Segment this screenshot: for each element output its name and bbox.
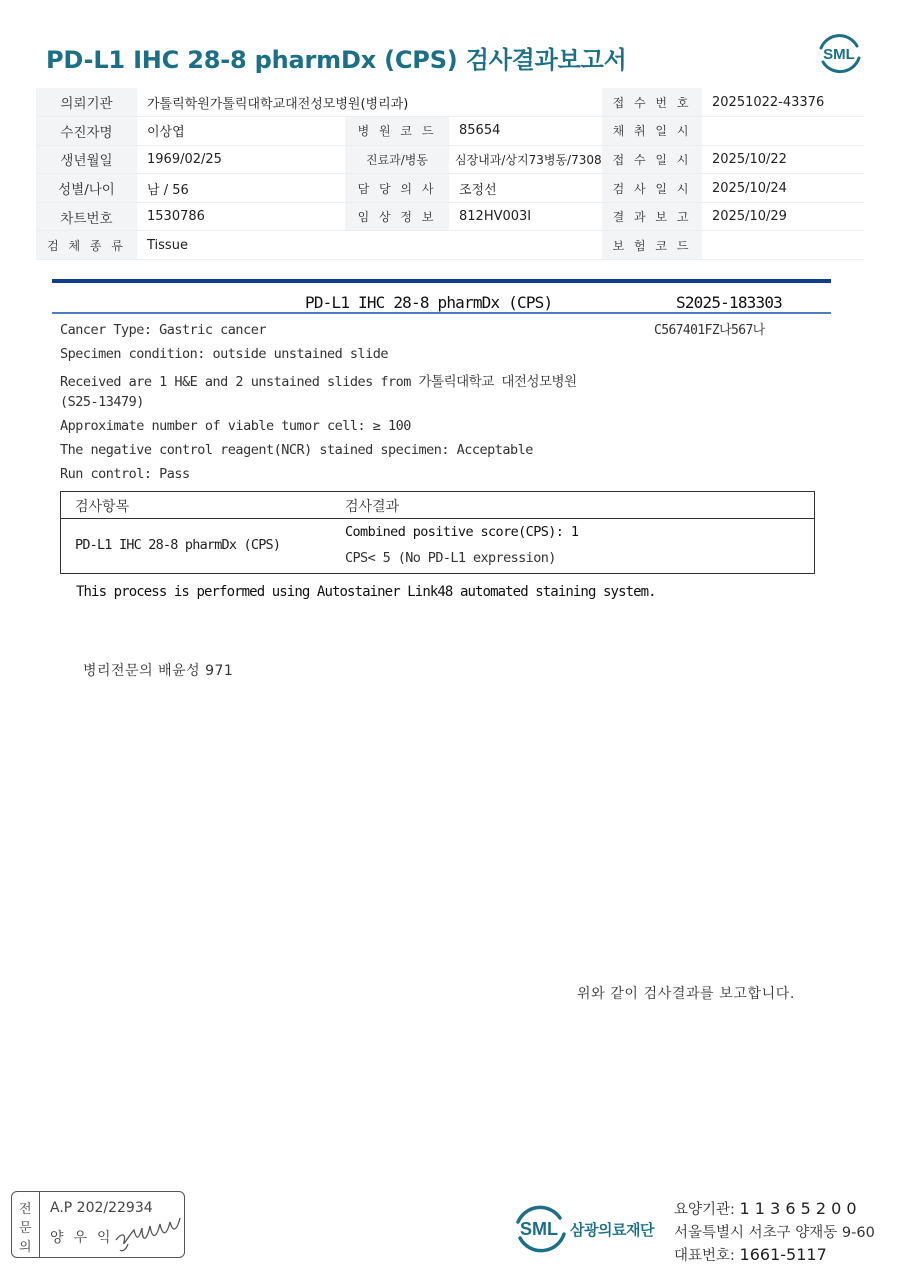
institution-code-line <box>674 1198 857 1219</box>
stamp-name: 양우익 <box>50 1230 121 1246</box>
info-label: 채 취 일 시 <box>602 117 702 146</box>
info-label: 생년월일 <box>36 145 137 174</box>
info-label: 결 과 보 고 <box>602 202 702 231</box>
report-line: (S25-13479) <box>60 394 144 410</box>
info-value: 1969/02/25 <box>137 145 345 174</box>
result-table-header <box>61 492 814 519</box>
info-row <box>36 145 864 174</box>
institution-label: 요양기관: <box>674 1202 735 1218</box>
info-value: 85654 <box>449 117 602 146</box>
info-value: 2025/10/22 <box>702 145 864 174</box>
info-label: 병 원 코 드 <box>345 117 449 146</box>
info-value: 1530786 <box>137 202 345 231</box>
result-table-row <box>61 519 814 573</box>
info-value: 이상엽 <box>137 117 345 146</box>
info-value: 20251022-43376 <box>702 88 864 117</box>
svg-text:SML: SML <box>520 1219 558 1239</box>
info-value: 가톨릭학원가톨릭대학교대전성모병원(병리과) <box>137 88 602 117</box>
info-label: 성별/나이 <box>36 174 137 203</box>
pathologist: 병리전문의 배윤성 971 <box>83 663 234 679</box>
address: 서울특별시 서초구 양재동 9-60 <box>674 1225 875 1241</box>
doctor-stamp <box>11 1191 185 1258</box>
info-label: 임 상 정 보 <box>345 202 449 231</box>
info-row <box>36 117 864 146</box>
info-value: 심장내과/상지73병동/7308 <box>449 145 602 174</box>
stamp-side-char: 전 <box>19 1202 32 1217</box>
info-row <box>36 88 864 117</box>
info-row <box>36 174 864 203</box>
result-score: Combined positive score(CPS): 1 <box>345 524 579 540</box>
stamp-side-char: 문 <box>19 1221 32 1236</box>
info-label: 보 험 코 드 <box>602 231 702 260</box>
info-label: 담 당 의 사 <box>345 174 449 203</box>
info-label: 검 사 일 시 <box>602 174 702 203</box>
info-label: 검 체 종 류 <box>36 231 137 260</box>
report-line: Cancer Type: Gastric cancer <box>60 322 266 338</box>
stamp-ap-number: A.P 202/22934 <box>50 1200 153 1216</box>
sml-logo-icon <box>815 30 863 76</box>
test-item: PD-L1 IHC 28-8 pharmDx (CPS) <box>75 537 281 553</box>
result-interpretation: CPS< 5 (No PD-L1 expression) <box>345 550 556 566</box>
report-subcode: C567401FZ나567나 <box>654 323 765 338</box>
patient-info-table <box>36 88 864 260</box>
info-label: 차트번호 <box>36 202 137 231</box>
info-value <box>702 117 864 146</box>
header-result: 검사결과 <box>345 499 400 515</box>
info-value: 남 / 56 <box>137 174 345 203</box>
info-value: 2025/10/29 <box>702 202 864 231</box>
stamp-side-char: 의 <box>19 1240 32 1255</box>
info-value: 2025/10/24 <box>702 174 864 203</box>
closing-statement: 위와 같이 검사결과를 보고합니다. <box>577 986 795 1002</box>
info-label: 수진자명 <box>36 117 137 146</box>
report-line: The negative control reagent(NCR) stained specimen: Acceptable <box>60 442 533 458</box>
info-value: 조정선 <box>449 174 602 203</box>
phone-label: 대표번호: <box>674 1248 735 1264</box>
report-line: Received are 1 H&E and 2 unstained slides from 가톨릭대학교 대전성모병원 <box>60 374 577 390</box>
foundation-name: 삼광의료재단 <box>570 1221 654 1239</box>
phone-line <box>674 1244 827 1265</box>
info-label: 의뢰기관 <box>36 88 137 117</box>
report-title: PD-L1 IHC 28-8 pharmDx (CPS) 검사결과보고서 <box>46 46 627 74</box>
info-label: 진료과/병동 <box>345 145 449 174</box>
info-value: Tissue <box>137 231 602 260</box>
report-line: Specimen condition: outside unstained slide <box>60 346 388 362</box>
signature-icon <box>112 1204 184 1254</box>
info-label: 접 수 번 호 <box>602 88 702 117</box>
info-row <box>36 231 864 260</box>
institution-code: 1 1 3 6 5 2 0 0 <box>739 1199 857 1218</box>
info-row <box>36 202 864 231</box>
phone-number: 1661-5117 <box>739 1245 827 1264</box>
info-value <box>702 231 864 260</box>
report-line: Approximate number of viable tumor cell: ≥ 100 <box>60 418 411 434</box>
section-divider-thin <box>52 312 831 314</box>
report-code: S2025-183303 <box>676 293 782 312</box>
header-item: 검사항목 <box>75 499 130 515</box>
stamp-side <box>12 1192 40 1257</box>
info-value: 812HV003I <box>449 202 602 231</box>
section-divider-thick <box>52 279 831 283</box>
result-table <box>60 491 815 574</box>
report-heading: PD-L1 IHC 28-8 pharmDx (CPS) <box>305 293 553 312</box>
sml-foundation-logo-icon <box>510 1200 568 1255</box>
svg-text:SML: SML <box>823 46 855 63</box>
process-note: This process is performed using Autostainer Link48 automated staining system. <box>76 584 656 600</box>
report-line: Run control: Pass <box>60 466 190 482</box>
info-label: 접 수 일 시 <box>602 145 702 174</box>
